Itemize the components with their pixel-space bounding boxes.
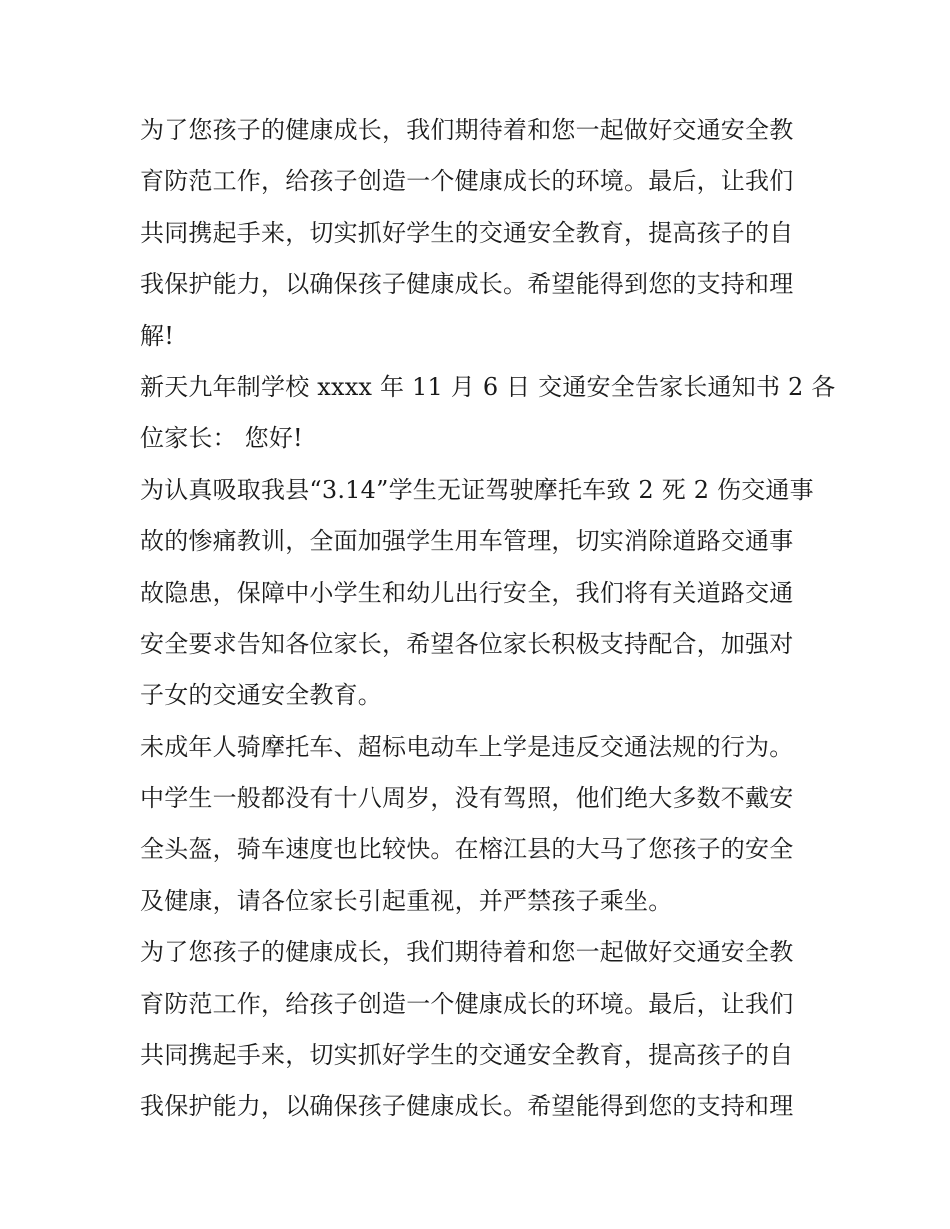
text-line: 新天九年制学校 xxxx 年 11 月 6 日 交通安全告家长通知书 2 各 — [140, 372, 836, 401]
paragraph-signature-and-heading — [140, 362, 836, 465]
text-line: 为了您孩子的健康成长，我们期待着和您一起做好交通安全教 — [140, 938, 794, 967]
text-line: 安全要求告知各位家长，希望各位家长积极支持配合，加强对 — [140, 629, 794, 658]
text-line: 全头盔，骑车速度也比较快。在榕江县的大马了您孩子的安全 — [140, 835, 794, 864]
text-line: 我保护能力，以确保孩子健康成长。希望能得到您的支持和理 — [140, 1092, 794, 1121]
text-line: 及健康，请各位家长引起重视，并严禁孩子乘坐。 — [140, 886, 673, 915]
paragraph-intro — [140, 465, 812, 722]
text-line: 故的惨痛教训，全面加强学生用车管理，切实消除道路交通事 — [140, 527, 794, 556]
text-line: 共同携起手来，切实抓好学生的交通安全教育，提高孩子的自 — [140, 218, 794, 247]
text-line: 育防范工作，给孩子创造一个健康成长的环境。最后，让我们 — [140, 989, 794, 1018]
text-line: 子女的交通安全教育。 — [140, 681, 382, 710]
text-line: 位家长： 您好! — [140, 424, 303, 453]
text-line: 未成年人骑摩托车、超标电动车上学是违反交通法规的行为。 — [140, 732, 794, 761]
paragraph-regulations — [140, 722, 812, 928]
paragraph-closing-2 — [140, 927, 812, 1133]
text-line: 故隐患，保障中小学生和幼儿出行安全，我们将有关道路交通 — [140, 578, 794, 607]
text-line: 解! — [140, 321, 175, 350]
text-line: 育防范工作，给孩子创造一个健康成长的环境。最后，让我们 — [140, 167, 794, 196]
text-line: 为了您孩子的健康成长，我们期待着和您一起做好交通安全教 — [140, 116, 794, 144]
text-line: 共同携起手来，切实抓好学生的交通安全教育，提高孩子的自 — [140, 1041, 794, 1070]
paragraph-closing-1 — [140, 105, 812, 362]
document-body — [140, 105, 836, 1133]
text-line: 我保护能力，以确保孩子健康成长。希望能得到您的支持和理 — [140, 270, 794, 299]
text-line: 为认真吸取我县“3.14”学生无证驾驶摩托车致 2 死 2 伤交通事 — [140, 475, 814, 504]
text-line: 中学生一般都没有十八周岁，没有驾照，他们绝大多数不戴安 — [140, 784, 794, 813]
